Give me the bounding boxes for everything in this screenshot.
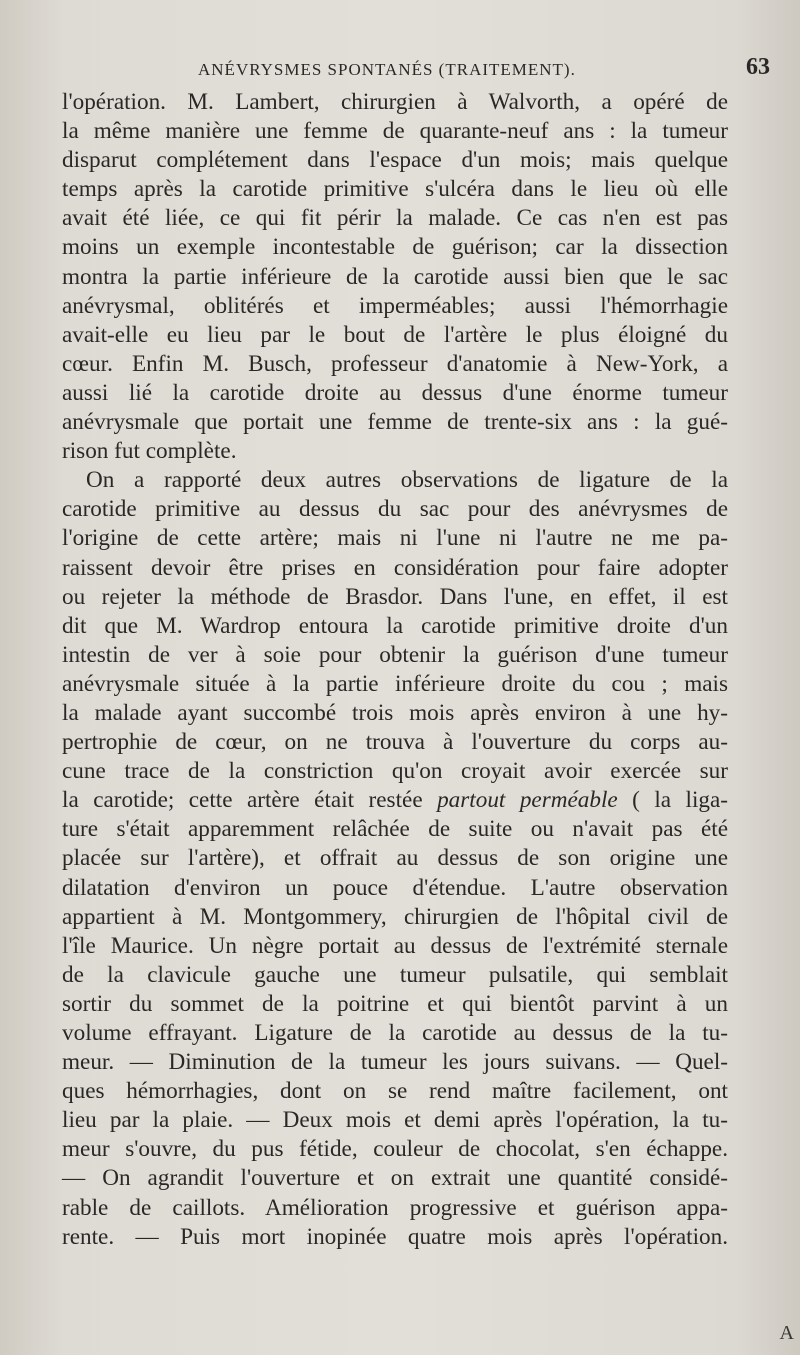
text-line: l'opération. M. Lambert, chirurgien à Walvorth, a opéré de — [62, 89, 728, 115]
text-line-with-italic — [62, 786, 728, 815]
text-line: carotide primitive au dessus du sac pour des anévrysmes de — [62, 496, 728, 523]
text-line: meur s'ouvre, du pus fétide, couleur de chocolat, s'en échappe. — [62, 1136, 728, 1163]
text-line: ou rejeter la méthode de Brasdor. Dans l'une, en effet, il est — [62, 583, 728, 610]
text-line: anévrysmale située à la partie inférieure droite du cou ; mais — [62, 670, 728, 697]
text-segment: ( la liga- — [617, 787, 728, 814]
text-line: anévrysmale que portait une femme de trente-six ans : la gué- — [62, 409, 728, 436]
running-title: ANÉVRYSMES SPONTANÉS (TRAITEMENT). — [198, 60, 576, 79]
text-line: pertrophie de cœur, on ne trouva à l'ouverture du corps au- — [62, 729, 728, 756]
text-line: rison fut complète. — [62, 438, 237, 465]
text-line: rable de caillots. Amélioration progressive et guérison appa- — [62, 1194, 728, 1221]
text-line: placée sur l'artère), et offrait au dessus de son origine une — [62, 845, 728, 872]
text-line: la malade ayant succombé trois mois après environ à une hy- — [62, 699, 728, 726]
italic-phrase: partout perméable — [437, 787, 618, 814]
text-line: anévrysmal, oblitérés et imperméables; aussi l'hémorrhagie — [62, 292, 728, 319]
text-segment: la carotide; cette artère était restée — [62, 787, 438, 814]
text-line: cune trace de la constriction qu'on croyait avoir exercée sur — [62, 758, 728, 785]
text-line: rente. — Puis mort inopinée quatre mois après l'opération. — [62, 1223, 728, 1250]
text-line: volume effrayant. Ligature de la carotide au dessus de la tu- — [62, 1020, 728, 1046]
text-line: — On agrandit l'ouverture et on extrait une quantité considé- — [62, 1165, 728, 1192]
text-line: de la clavicule gauche une tumeur pulsatile, qui semblait — [62, 961, 728, 988]
text-line: l'origine de cette artère; mais ni l'une ni l'autre ne me pa- — [62, 525, 728, 552]
text-line: ques hémorrhagies, dont on se rend maître facilement, ont — [62, 1078, 728, 1105]
text-line: montra la partie inférieure de la carotide aussi bien que le sac — [62, 263, 728, 290]
text-line: la même manière une femme de quarante-neuf ans : la tumeur — [62, 118, 728, 145]
text-line: avait-elle eu lieu par le bout de l'artère le plus éloigné du — [62, 321, 728, 348]
text-line: raissent devoir être prises en considération pour faire adopter — [62, 554, 728, 581]
text-line: meur. — Diminution de la tumeur les jours suivans. — Quel- — [62, 1049, 728, 1076]
text-line: aussi lié la carotide droite au dessus d'une énorme tumeur — [62, 379, 728, 406]
paragraph-start-line: On a rapporté deux autres observations de ligature de la — [86, 467, 728, 494]
text-line: lieu par la plaie. — Deux mois et demi après l'opération, la tu- — [62, 1107, 728, 1134]
text-line: dit que M. Wardrop entoura la carotide primitive droite d'un — [62, 612, 728, 639]
text-line: moins un exemple incontestable de guérison; car la dissection — [62, 234, 728, 261]
text-line: appartient à M. Montgommery, chirurgien de l'hôpital civil de — [62, 903, 728, 930]
page-number: 63 — [746, 54, 770, 80]
page-header — [0, 52, 800, 88]
text-line: cœur. Enfin M. Busch, professeur d'anatomie à New-York, a — [62, 350, 728, 377]
text-line: temps après la carotide primitive s'ulcéra dans le lieu où elle — [62, 176, 728, 203]
text-line: l'île Maurice. Un nègre portait au dessus de l'extrémité sternale — [62, 932, 728, 959]
text-line: sortir du sommet de la poitrine et qui bientôt parvint à un — [62, 990, 728, 1017]
text-line: intestin de ver à soie pour obtenir la guérison d'une tumeur — [62, 641, 728, 668]
text-line: ture s'était apparemment relâchée de suite ou n'avait pas été — [62, 816, 728, 843]
text-line: disparut complétement dans l'espace d'un mois; mais quelque — [62, 147, 728, 174]
corner-mark: A — [779, 1322, 794, 1344]
text-line: dilatation d'environ un pouce d'étendue. L'autre observation — [62, 874, 728, 901]
text-line: avait été liée, ce qui fit périr la malade. Ce cas n'en est pas — [62, 205, 728, 232]
body-text — [62, 88, 728, 1252]
